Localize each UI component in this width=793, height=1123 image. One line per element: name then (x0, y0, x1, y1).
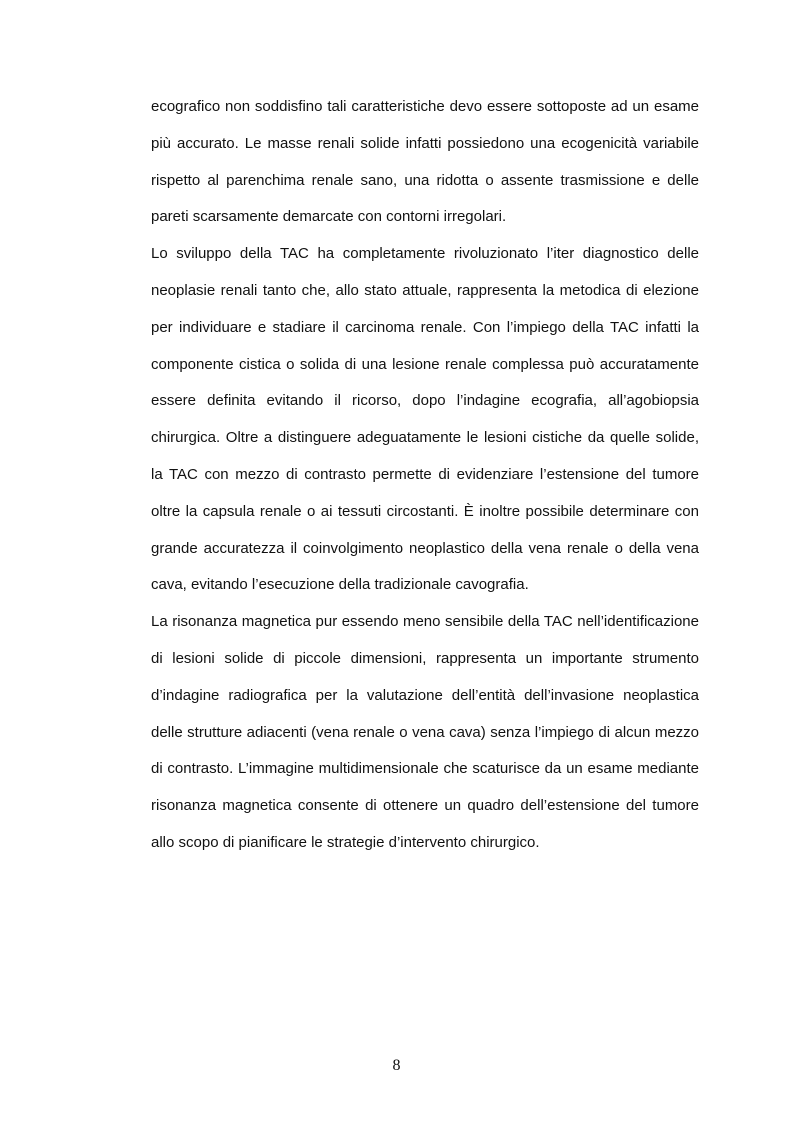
page-number: 8 (392, 1057, 401, 1074)
paragraph-tac: Lo sviluppo della TAC ha completamente rivoluzionato l’iter diagnostico delle neoplasie renali tanto che, allo stato attuale, rappresenta la metodica di elezione per individuare e stadiare il carcinoma renale. Con l’impiego della TAC infatti la componente cistica o solida di una lesione renale complessa può accuratamente essere definita evitando il ricorso, dopo l’indagine ecografia, all’agobiopsia chirurgica. Oltre a distinguere adeguatamente le lesioni cistiche da quelle solide, la TAC con mezzo di contrasto permette di evidenziare l’estensione del tumore oltre la capsula renale o ai tessuti circostanti. È inoltre possibile determinare con grande accuratezza il coinvolgimento neoplastico della vena renale o della vena cava, evitando l’esecuzione della tradizionale cavografia. (151, 245, 699, 594)
paragraph-mri: La risonanza magnetica pur essendo meno sensibile della TAC nell’identificazione di lesioni solide di piccole dimensioni, rappresenta un importante strumento d’indagine radiografica per la valutazione dell’entità dell’invasione neoplastica delle strutture adiacenti (vena renale o vena cava) senza l’impiego di alcun mezzo di contrasto. L’immagine multidimensionale che scaturisce da un esame mediante risonanza magnetica consente di ottenere un quadro dell’estensione del tumore allo scopo di pianificare le strategie d’intervento chirurgico. (151, 613, 699, 851)
body-text (151, 89, 699, 862)
paragraph-ultrasound: ecografico non soddisfino tali caratteristiche devo essere sottoposte ad un esame più accurato. Le masse renali solide infatti possiedono una ecogenicità variabile rispetto al parenchima renale sano, una ridotta o assente trasmissione e delle pareti scarsamente demarcate con contorni irregolari. (151, 98, 699, 226)
